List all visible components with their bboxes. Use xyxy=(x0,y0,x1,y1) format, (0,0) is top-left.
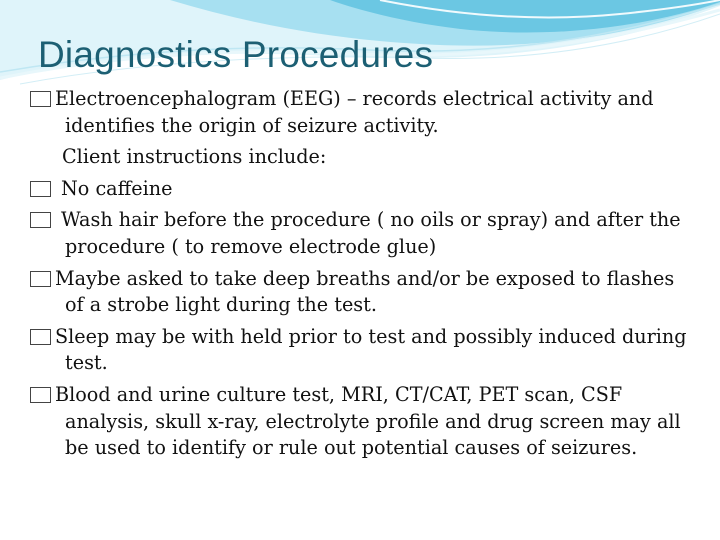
bullet-text: Electroencephalogram (EEG) – records electrical activity and identifies the origin of seizure activity. xyxy=(55,87,654,137)
bullet-text: Maybe asked to take deep breaths and/or be exposed to flashes of a strobe light during the test. xyxy=(55,266,675,317)
bullet-text: Blood and urine culture test, MRI, CT/CAT, PET scan, CSF analysis, skull x-ray, electrolyte profile and drug screen may all be used to identify or rule out potential causes of seizures. xyxy=(55,382,681,460)
bullet-sleep xyxy=(30,324,690,377)
client-instructions-heading xyxy=(30,144,690,171)
bullet-text: Wash hair before the procedure ( no oils or spray) and after the procedure ( to remove electrode glue) xyxy=(61,208,681,258)
bullet-text: Sleep may be with held prior to test and possibly induced during test. xyxy=(55,324,687,375)
paragraph-text: Client instructions include: xyxy=(62,145,327,169)
bullet-eeg xyxy=(30,86,690,139)
bullet-text: No caffeine xyxy=(61,176,173,200)
slide-title: Diagnostics Procedures xyxy=(38,34,434,75)
missing-glyph-box-icon xyxy=(30,271,51,287)
missing-glyph-box-icon xyxy=(30,387,51,403)
missing-glyph-box-icon xyxy=(30,181,51,197)
slide-body xyxy=(30,86,690,467)
bullet-wash-hair xyxy=(30,207,690,260)
bullet-deep-breaths xyxy=(30,266,690,319)
missing-glyph-box-icon xyxy=(30,91,51,107)
missing-glyph-box-icon xyxy=(30,329,51,345)
missing-glyph-box-icon xyxy=(30,212,51,228)
bullet-other-tests xyxy=(30,382,690,462)
bullet-no-caffeine xyxy=(30,176,690,203)
